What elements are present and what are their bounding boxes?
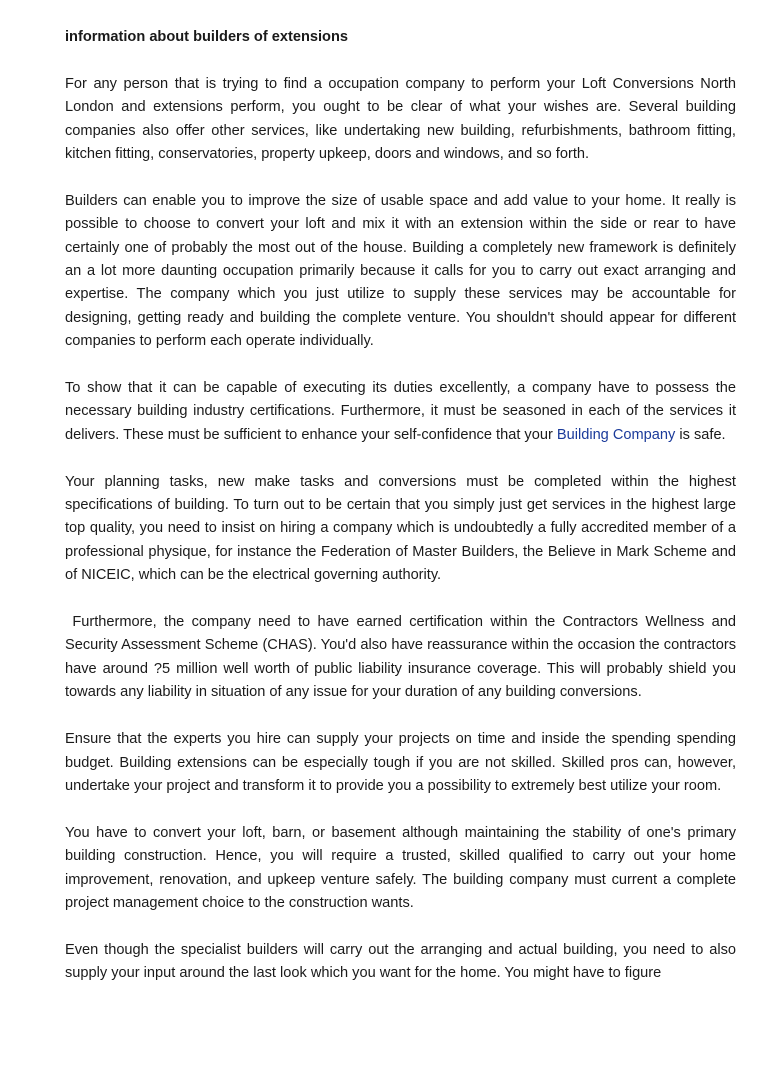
paragraph-7: You have to convert your loft, barn, or basement although maintaining the stability of one's primary building construction. Hence, you will require a trusted, skilled qualified to carry out your home improvement, renovation, and upkeep venture safely. The building company must current a complete project management choice to the construction wants. xyxy=(65,824,736,911)
paragraph-6: Ensure that the experts you hire can supply your projects on time and inside the spending spending budget. Building extensions can be especially tough if you are not skilled. Skilled pros can, however, undertake your project and transform it to provide you a possibility to extremely best utilize your room. xyxy=(65,731,736,794)
paragraph-2: Builders can enable you to improve the size of usable space and add value to your home. It really is possible to choose to convert your loft and mix it with an extension within the side or rear to have certainly one of probably the most out of the house. Building a completely new framework is definitely an a lot more daunting occupation primarily because it calls for you to carry out exact arranging and expertise. The company which you just utilize to supply these services may be accountable for designing, getting ready and building the complete venture. You shouldn't should appear for different companies to perform each operate individually. xyxy=(65,192,736,350)
paragraph-4: Your planning tasks, new make tasks and conversions must be completed within the highest specifications of building. To turn out to be certain that you simply just get services in the highest large top quality, you need to insist on hiring a company which is undoubtedly a fully accredited member of a professional physique, for instance the Federation of Master Builders, the Believe in Mark Scheme and of NICEIC, which can be the electrical governing authority. xyxy=(65,473,736,584)
paragraph-3-text-before: To show that it can be capable of executing its duties excellently, a company have to possess the necessary building industry certifications. Furthermore, it must be seasoned in each of the services it delivers. These must be sufficient to enhance your self-confidence that your xyxy=(65,380,736,443)
document-body xyxy=(65,26,741,1009)
paragraph-5: Furthermore, the company need to have earned certification within the Contractors Wellness and Security Assessment Scheme (CHAS). You'd also have reassurance within the occasion the contractors have around ?5 million well worth of public liability insurance coverage. This will probably shield you towards any liability in situation of any issue for your duration of any building conversions. xyxy=(65,614,741,701)
paragraph-3 xyxy=(65,377,736,447)
paragraph-1: For any person that is trying to find a occupation company to perform your Loft Conversions North London and extensions perform, you ought to be clear of what your wishes are. Several building companies also offer other services, like undertaking new building, refurbishments, bathroom fitting, kitchen fitting, conservatories, property upkeep, doors and windows, and so forth. xyxy=(65,75,736,163)
paragraph-3-text-after: is safe. xyxy=(675,426,726,443)
paragraph-8: Even though the specialist builders will carry out the arranging and actual building, you need to also supply your input around the last look which you want for the home. You might have to figure xyxy=(65,941,736,982)
document-title: information about builders of extensions xyxy=(65,29,348,45)
building-company-link[interactable]: Building Company xyxy=(556,426,676,443)
